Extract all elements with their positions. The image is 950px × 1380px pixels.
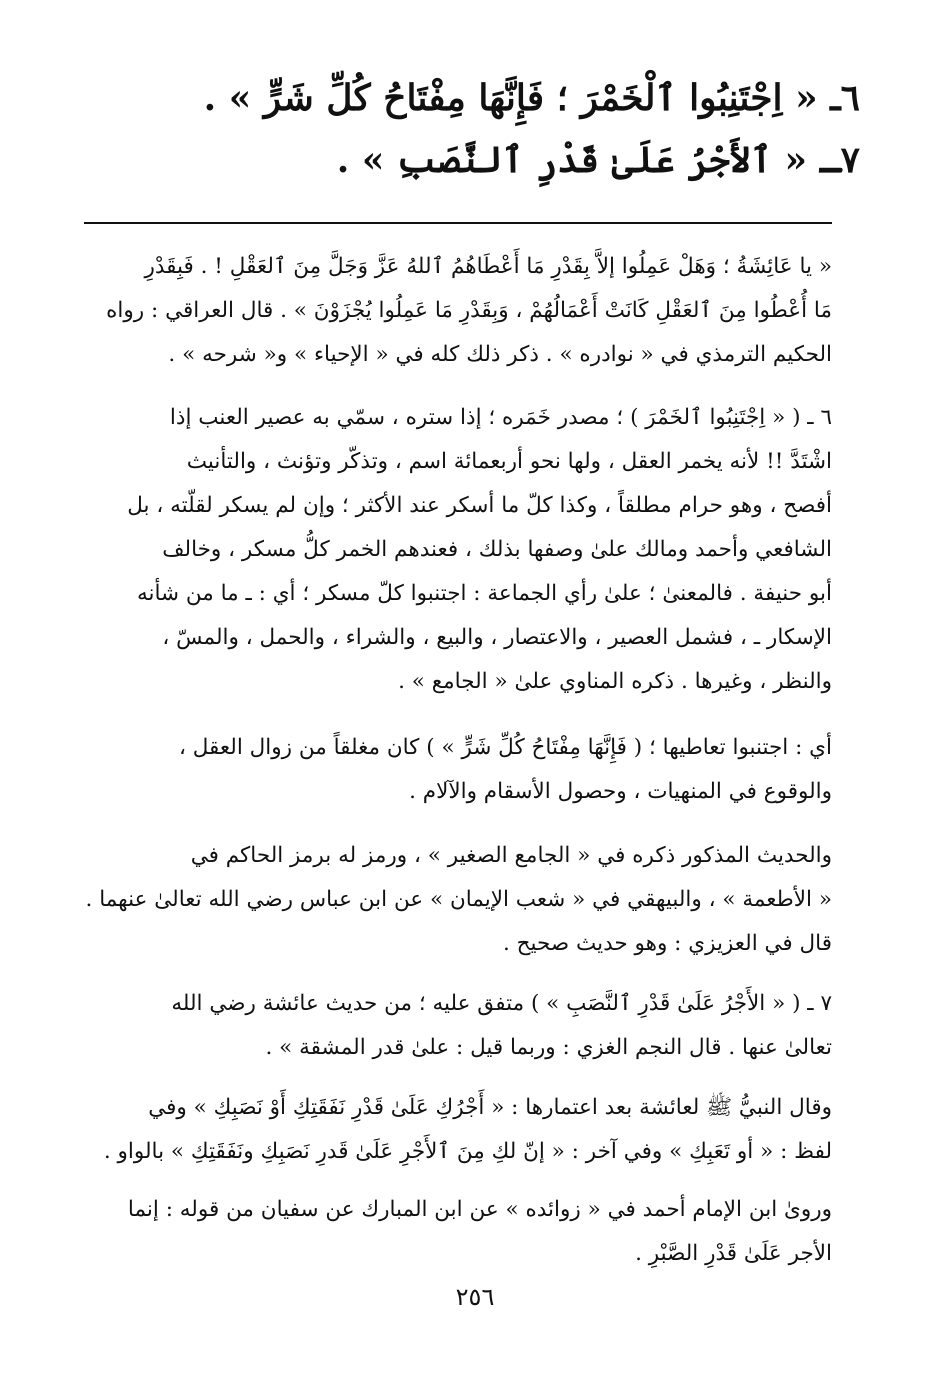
commentary-paragraph [84,982,832,1070]
text-line: الحكيم الترمذي في « نوادره » . ذكر ذلك كله في « الإحياء » و« شرحه » . [168,342,832,367]
commentary-paragraph [84,245,832,377]
text-line: قال في العزيزي : وهو حديث صحيح . [503,931,832,956]
commentary-paragraph [84,1086,832,1174]
text-line: الإسكار ـ ، فشمل العصير ، والاعتصار ، والبيع ، والشراء ، والحمل ، والمسّ ، [162,625,832,650]
text-line: أفصح ، وهو حرام مطلقاً ، وكذا كلّ ما أسكر عند الأكثر ؛ وإن لم يسكر لقلّته ، بل [127,493,832,518]
footnote-divider [84,222,832,224]
text-line: والحديث المذكور ذكره في « الجامع الصغير » ، ورمز له برمز الحاكم في [190,843,832,868]
text-line: ٧ ـ ( « الأَجْرُ عَلَىٰ قَدْرِ ٱلنَّصَبِ » ) متفق عليه ؛ من حديث عائشة رضي الله [171,991,832,1016]
text-line: « يا عَائِشَةُ ؛ وَهَلْ عَمِلُوا إلاَّ بِقَدْرِ مَا أَعْطَاهُمُ ٱللهُ عَزَّ وَجَلَّ مِنَ ٱلعَقْلِ ! . فَبِقَدْرِ [144,254,832,279]
text-line: لفظ : « أو تَعَبِكِ » وفي آخر : « إنّ لكِ مِنَ ٱلأَجْرِ عَلَىٰ قَدرِ نَصَبِكِ ونَفَقَتِكِ » بالواو . [103,1139,832,1164]
text-line: والنظر ، وغيرها . ذكره المناوي علىٰ « الجامع » . [398,669,832,694]
text-line: أبو حنيفة . فالمعنىٰ ؛ علىٰ رأي الجماعة : اجتنبوا كلّ مسكر ؛ أي : ـ ما من شأنه [136,581,832,606]
text-line: اشْتَدَّ !! لأنه يخمر العقل ، ولها نحو أربعمائة اسم ، وتذكّر وتؤنث ، والتأنيث [186,449,832,474]
commentary-paragraph [84,396,832,704]
hadith-text-7: ٧ـ « ٱلأَجْرُ عَلَىٰ قَدْرِ ٱلنَّصَبِ » . [336,139,860,181]
commentary-paragraph [84,1188,832,1276]
text-line: مَا أُعْطُوا مِنَ ٱلعَقْلِ كَانَتْ أَعْمَالُهُمْ ، وَبِقَدْرِ مَا عَمِلُوا يُجْزَوْنَ » . قال العراقي : رواه [106,298,832,323]
text-line: ٦ ـ ( « اِجْتَنِبُوا ٱلخَمْرَ ) ؛ مصدر خَمَره ؛ إذا ستره ، سمّي به عصير العنب إذا [169,405,832,430]
text-line: « الأطعمة » ، والبيهقي في « شعب الإيمان » عن ابن عباس رضي الله تعالىٰ عنهما . [85,887,832,912]
text-line: الأجر عَلَىٰ قَدْرِ الصَّبْرِ . [635,1241,832,1266]
text-line: وروىٰ ابن الإمام أحمد في « زوائده » عن ابن المبارك عن سفيان من قوله : إنما [127,1197,832,1222]
hadith-text-6: ٦ـ « اِجْتَنِبُوا ٱلْخَمْرَ ؛ فَإِنَّهَا مِفْتَاحُ كُلِّ شَرٍّ » . [203,77,860,119]
page-number: ٢٥٦ [455,1283,495,1311]
text-line: الشافعي وأحمد ومالك علىٰ وصفها بذلك ، فعندهم الخمر كلُّ مسكر ، وخالف [162,537,832,562]
commentary-paragraph [84,834,832,966]
text-line: أي : اجتنبوا تعاطيها ؛ ( فَإِنَّهَا مِفْتَاحُ كُلِّ شَرٍّ » ) كان مغلقاً من زوال العقل ، [179,735,832,760]
text-line: تعالىٰ عنها . قال النجم الغزي : وربما قيل : علىٰ قدر المشقة » . [265,1035,832,1060]
text-line: والوقوع في المنهيات ، وحصول الأسقام والآلام . [409,779,832,804]
commentary-paragraph [84,726,832,814]
text-line: وقال النبيُّ ﷺ لعائشة بعد اعتمارها : « أَجْرُكِ عَلَىٰ قَدْرِ نَفَقَتِكِ أَوْ نَصَبِكِ » وفي [148,1095,832,1120]
